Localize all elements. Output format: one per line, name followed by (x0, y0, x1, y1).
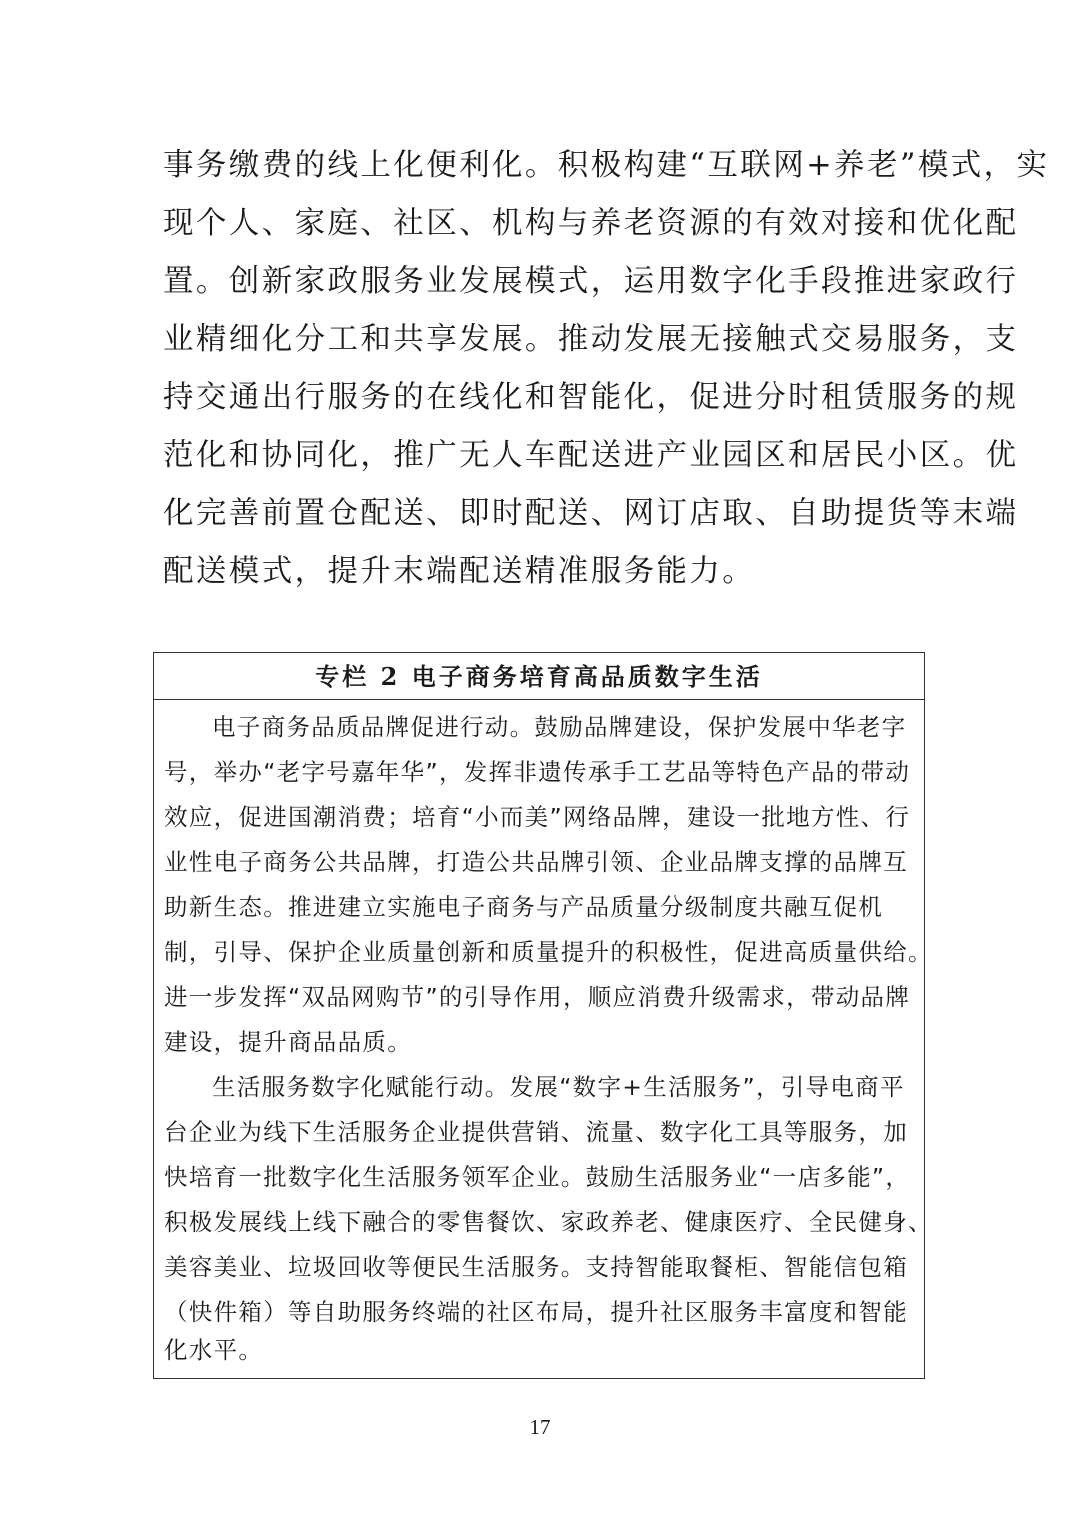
box-text-line: 建设，提升商品品质。 (164, 1028, 412, 1056)
column-box-title: 专栏 2 电子商务培育高品质数字生活 (315, 662, 763, 691)
box-text-line: 化水平。 (164, 1336, 264, 1364)
box-text-line: 业性电子商务公共品牌，打造公共品牌引领、企业品牌支撑的品牌互 (164, 848, 908, 876)
body-text-line: 置。创新家政服务业发展模式，运用数字化手段推进家政行 (163, 264, 1019, 299)
box-text-line: 美容美业、垃圾回收等便民生活服务。支持智能取餐柜、智能信包箱 (164, 1253, 908, 1281)
body-text-line: 化完善前置仓配送、即时配送、网订店取、自助提货等末端 (163, 496, 1019, 531)
page-number: 17 (529, 1415, 551, 1439)
body-text-line: 现个人、家庭、社区、机构与养老资源的有效对接和优化配 (163, 206, 1019, 241)
box-text-line: 效应，促进国潮消费；培育“小而美”网络品牌，建设一批地方性、行 (164, 803, 911, 831)
box-text-line: 助新生态。推进建立实施电子商务与产品质量分级制度共融互促机 (164, 893, 884, 921)
body-text-line: 事务缴费的线上化便利化。积极构建“互联网+养老”模式，实 (163, 148, 1050, 183)
box-text-line: （快件箱）等自助服务终端的社区布局，提升社区服务丰富度和智能 (164, 1298, 908, 1326)
box-text-line: 积极发展线上线下融合的零售餐饮、家政养老、健康医疗、全民健身、 (164, 1208, 933, 1236)
box-text-line: 生活服务数字化赋能行动。发展“数字+生活服务”，引导电商平 (212, 1073, 905, 1101)
body-text-line: 持交通出行服务的在线化和智能化，促进分时租赁服务的规 (163, 380, 1019, 415)
box-text-line: 制，引导、保护企业质量创新和质量提升的积极性，促进高质量供给。 (164, 938, 933, 966)
column-box (153, 652, 933, 1379)
column-box-header (154, 653, 924, 700)
body-text-line: 范化和协同化，推广无人车配送进产业园区和居民小区。优 (163, 438, 1019, 473)
box-text-line: 电子商务品质品牌促进行动。鼓励品牌建设，保护发展中华老字 (212, 713, 907, 741)
box-text-line: 台企业为线下生活服务企业提供营销、流量、数字化工具等服务，加 (164, 1118, 908, 1146)
box-text-line: 快培育一批数字化生活服务领军企业。鼓励生活服务业“一店多能”， (164, 1163, 911, 1191)
box-text-line: 进一步发挥“双品网购节”的引导作用，顺应消费升级需求，带动品牌 (164, 983, 911, 1011)
body-text-line: 配送模式，提升末端配送精准服务能力。 (163, 554, 756, 589)
body-text-line: 业精细化分工和共享发展。推动发展无接触式交易服务，支 (163, 322, 1019, 357)
box-text-line: 号，举办“老字号嘉年华”，发挥非遗传承手工艺品等特色产品的带动 (164, 758, 911, 786)
